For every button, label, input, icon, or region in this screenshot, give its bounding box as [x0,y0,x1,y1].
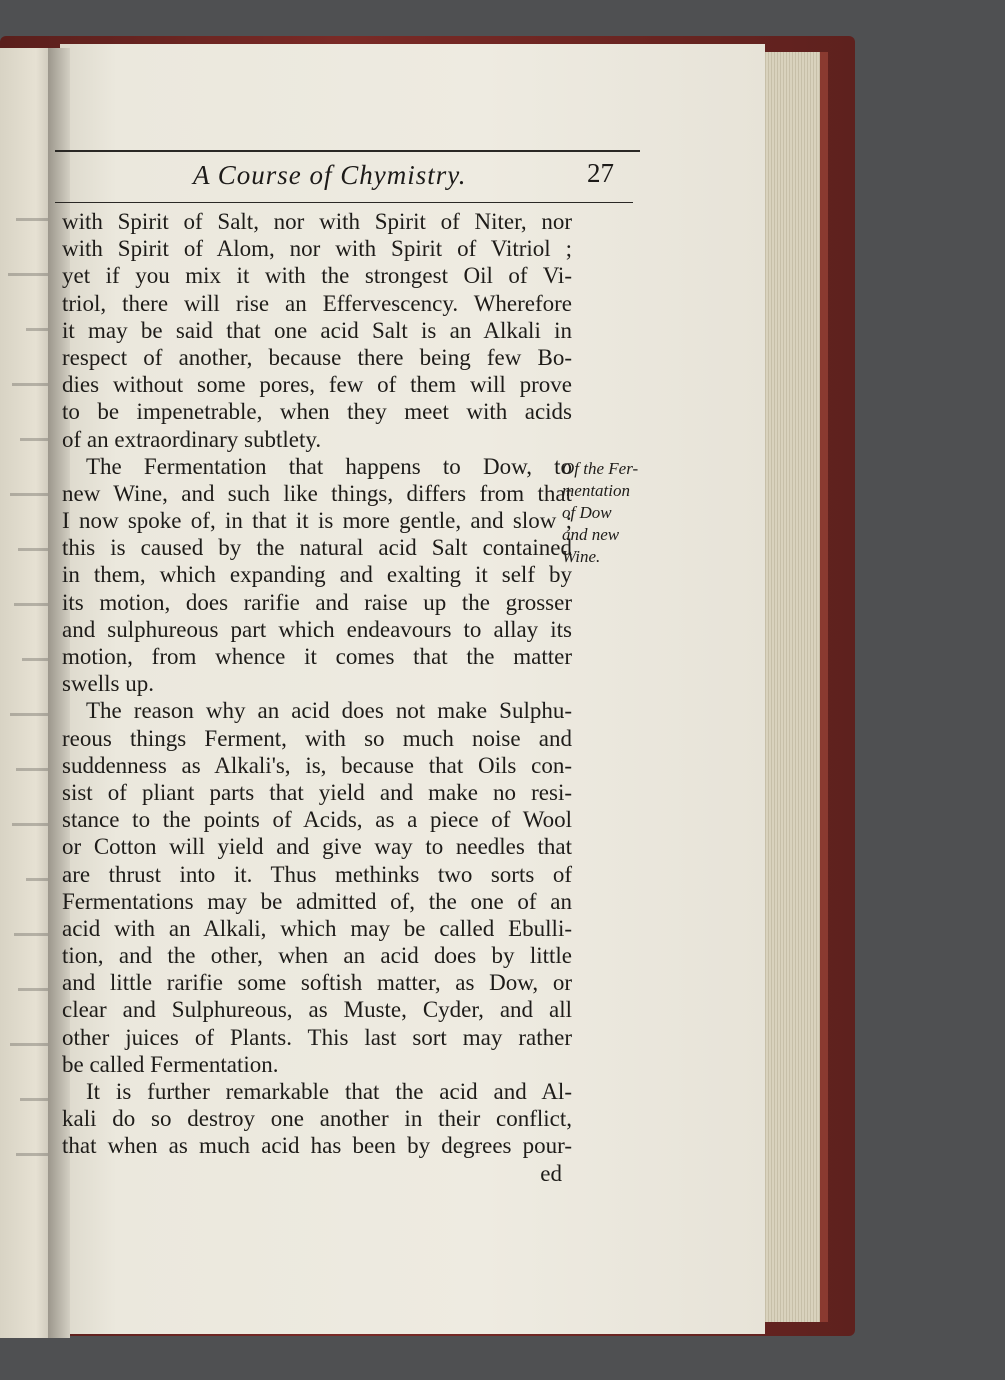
text-line: Fermentations may be admitted of, the one of an [62,888,572,914]
text-line: triol, there will rise an Effervescency. Wherefore [62,290,572,316]
text-line: tion, and the other, when an acid does by little [62,943,572,969]
text-line: to be impenetrable, when they meet with acids [62,399,572,425]
running-head: A Course of Chymistry. [193,160,467,190]
text-line: dies without some pores, few of them will prove [62,372,572,398]
text-line: I now spoke of, in that it is more gentle, and slow ; [62,508,572,534]
text-line: respect of another, because there being few Bo- [62,344,572,370]
text-line: and little rarifie some softish matter, as Dow, or [62,970,572,996]
text-line: suddenness as Alkali's, is, because that Oils con- [62,752,572,778]
page-number: 27 [587,158,614,188]
catchword: ed [540,1160,562,1186]
text-line: with Spirit of Salt, nor with Spirit of Niter, nor [62,209,572,234]
text-line: kali do so destroy one another in their conflict, [62,1106,572,1132]
text-line: with Spirit of Alom, nor with Spirit of Vitriol ; [62,236,572,262]
text-line: reous things Ferment, with so much noise and [62,725,572,751]
text-line: in them, which expanding and exalting it self by [62,562,572,588]
marginal-note-line: and new [562,525,620,544]
text-line: stance to the points of Acids, as a piece of Wool [62,807,572,833]
text-line: this is caused by the natural acid Salt contained [62,535,572,561]
text-line: are thrust into it. Thus methinks two sorts of [62,861,572,887]
marginal-note-line: of Dow [562,503,612,522]
text-line: its motion, does rarifie and raise up the grosser [62,589,572,615]
paragraph-first-line: It is further remarkable that the acid and Al- [86,1079,572,1104]
header-rule-top [55,150,640,152]
text-line: it may be said that one acid Salt is an Alkali in [62,317,572,343]
text-line: yet if you mix it with the strongest Oil of Vi- [62,263,572,289]
text-line: and sulphureous part which endeavours to allay its [62,616,572,642]
marginal-note-line: Of the Fer- [562,459,639,478]
paragraph-first-line: The Fermentation that happens to Dow, to [86,453,572,479]
marginal-note-line: mentation [562,481,630,500]
paragraph-first-line: The reason why an acid does not make Sulphu- [86,698,572,724]
text-line: new Wine, and such like things, differs from that [62,480,572,506]
marginal-note [562,458,672,568]
text-line: swells up. [62,671,154,697]
text-line: motion, from whence it comes that the matter [62,644,572,669]
text-line: be called Fermentation. [62,1051,279,1077]
page-block-fore-edge [760,52,828,1322]
text-line: acid with an Alkali, which may be called Ebulli- [62,915,572,941]
body-text [62,208,572,1187]
text-line: sist of pliant parts that yield and make no resi- [62,779,572,805]
text-line: other juices of Plants. This last sort may rather [62,1024,572,1050]
text-line: of an extraordinary subtlety. [62,426,322,452]
text-line: that when as much acid has been by degrees pour- [62,1133,572,1159]
header-rule-bottom [55,202,633,203]
marginal-note-line: Wine. [562,547,601,566]
text-line: or Cotton will yield and give way to needles that [62,834,572,860]
text-line: clear and Sulphureous, as Muste, Cyder, and all [62,997,572,1023]
